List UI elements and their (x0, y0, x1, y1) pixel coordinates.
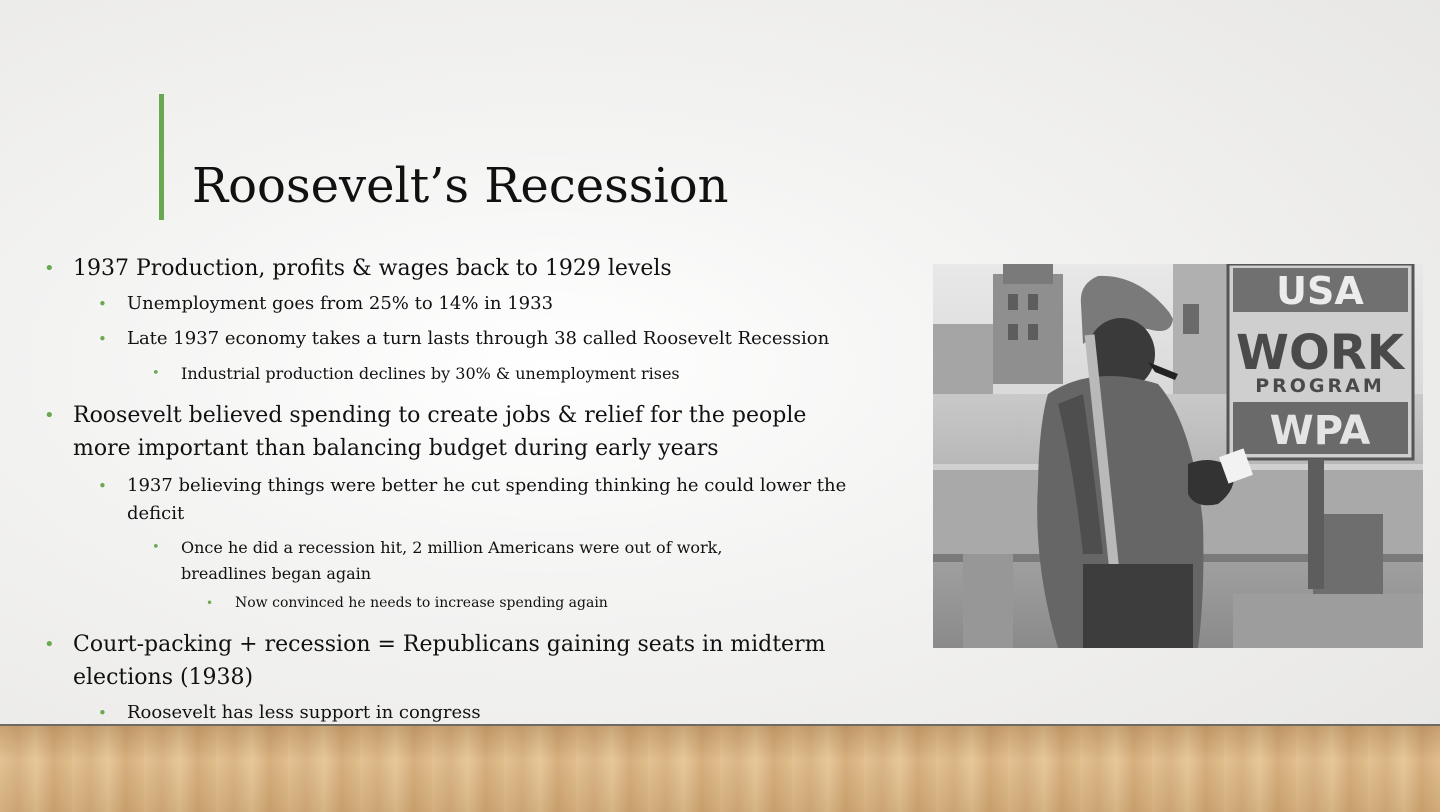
bullet-item (44, 535, 801, 587)
sign-program-text: PROGRAM (1255, 375, 1385, 397)
wood-floor-background (0, 724, 1440, 812)
bullet-marker: • (98, 704, 107, 722)
bullet-marker: • (152, 366, 160, 381)
bullet-text: Once he did a recession hit, 2 million Americans were out of work, breadlines began again (181, 538, 723, 583)
bullet-marker: • (206, 596, 214, 610)
bullet-item (44, 290, 894, 318)
bullet-item (44, 628, 893, 694)
bullet-marker: • (152, 540, 160, 555)
bullet-item (44, 325, 894, 353)
bullet-list (44, 252, 894, 727)
bullet-item (44, 592, 894, 614)
sign-wpa-text: WPA (1269, 408, 1371, 454)
bullet-marker: • (44, 634, 55, 655)
bullet-item (44, 399, 853, 465)
bullet-item (44, 472, 887, 528)
bullet-text: Roosevelt has less support in congress (127, 702, 481, 723)
bullet-item (44, 699, 894, 727)
slide-title: Roosevelt’s Recession (192, 158, 729, 214)
bullet-item (44, 252, 894, 285)
bullet-marker: • (98, 295, 107, 313)
bullet-text: 1937 Production, profits & wages back to 1929 levels (73, 256, 672, 281)
wpa-worker-photo (933, 264, 1423, 648)
sign-work-text: WORK (1236, 325, 1404, 381)
bullet-text: Unemployment goes from 25% to 14% in 1933 (127, 293, 554, 314)
bullet-text: Court-packing + recession = Republicans gaining seats in midterm elections (1938) (73, 632, 826, 690)
bullet-marker: • (44, 258, 55, 279)
bullet-text: Now convinced he needs to increase spending again (235, 595, 608, 611)
bullet-item (44, 361, 894, 387)
bullet-text: Late 1937 economy takes a turn lasts through 38 called Roosevelt Recession (127, 328, 830, 349)
bullet-text: Roosevelt believed spending to create jobs & relief for the people more important than balancing budget during early years (73, 403, 807, 461)
bullet-text: Industrial production declines by 30% & unemployment rises (181, 364, 680, 383)
bullet-marker: • (98, 330, 107, 348)
bullet-text: 1937 believing things were better he cut spending thinking he could lower the deficit (127, 475, 847, 524)
bullet-marker: • (98, 477, 107, 495)
title-accent-bar (159, 94, 164, 220)
bullet-marker: • (44, 405, 55, 426)
sign-usa-text: USA (1276, 269, 1364, 313)
